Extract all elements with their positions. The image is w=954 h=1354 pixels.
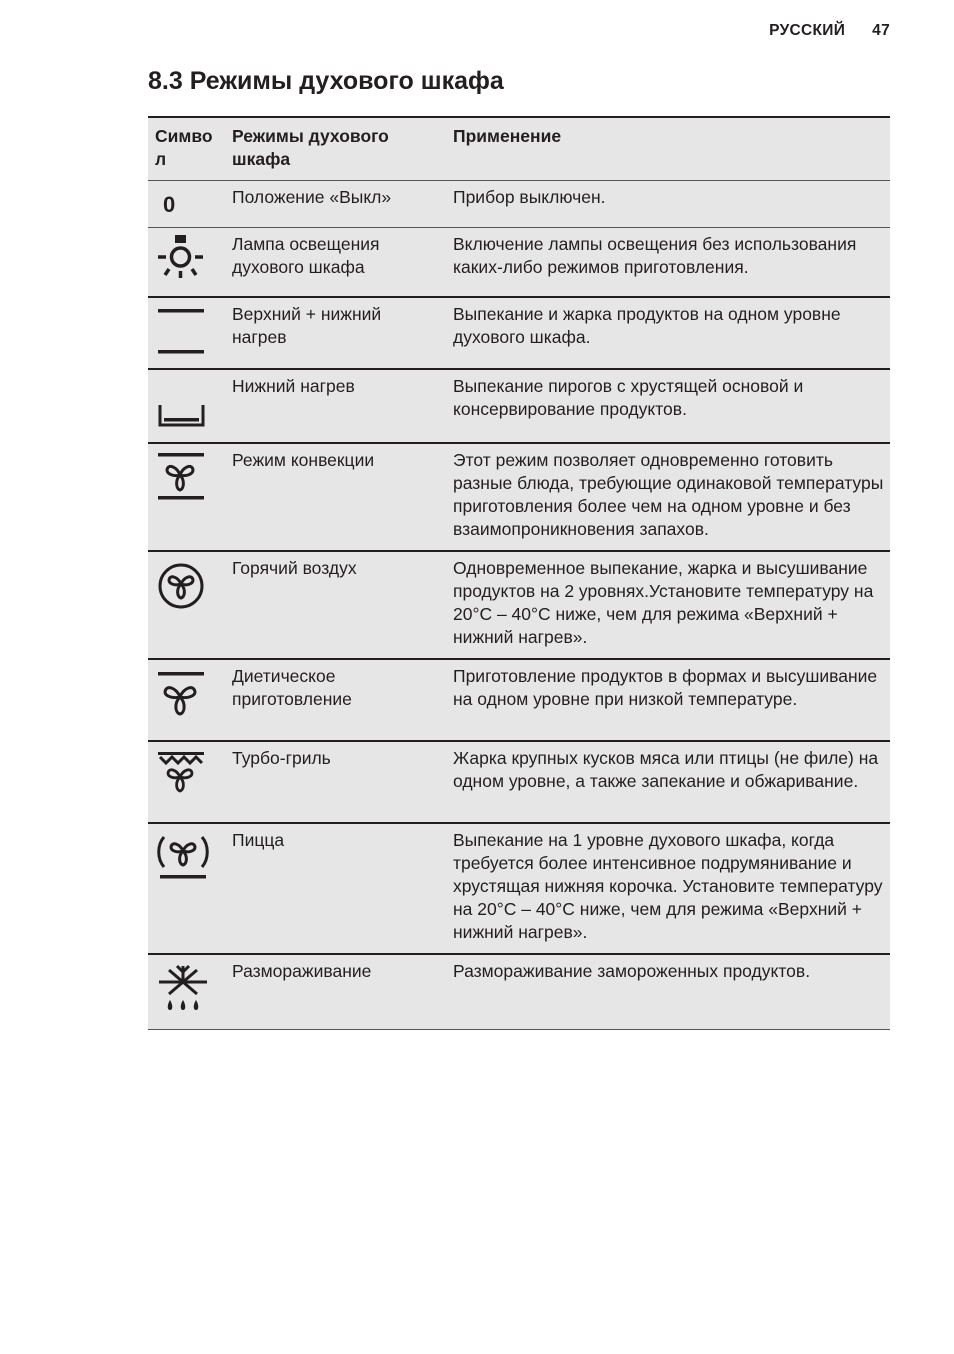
top-bottom-heat-icon <box>155 303 207 359</box>
table-header-row <box>148 117 890 181</box>
mode-application: Приготовление продуктов в формах и высушивание на одном уровне при низкой температуре. <box>453 665 878 709</box>
mode-application: Выпекание и жарка продуктов на одном уровне духового шкафа. <box>453 303 841 347</box>
mode-application: Выпекание пирогов с хрустящей основой и консервирование продуктов. <box>453 375 804 419</box>
table-row <box>148 297 890 369</box>
table-row <box>148 228 890 297</box>
table-row <box>148 659 890 741</box>
mode-application: Одновременное выпекание, жарка и высушивание продуктов на 2 уровнях.Установите температуру на 20°C – 40°C ниже, чем для режима «Верхний + нижний нагрев». <box>453 557 874 647</box>
mode-name: Положение «Выкл» <box>232 187 392 207</box>
defrost-icon <box>155 960 211 1020</box>
symbol-cell <box>148 443 225 551</box>
hot-air-icon <box>155 557 207 617</box>
mode-name: Лампа освещения духового шкафа <box>232 234 380 277</box>
zero-off-icon: 0 <box>163 192 176 217</box>
table-row <box>148 741 890 823</box>
symbol-cell <box>148 823 225 954</box>
column-header-mode: Режимы духового шкафа <box>232 126 389 169</box>
table-row <box>148 443 890 551</box>
mode-name: Пицца <box>232 829 285 850</box>
column-header-symbol: Симво л <box>155 126 213 169</box>
symbol-cell <box>148 551 225 659</box>
page-number: 47 <box>872 22 890 39</box>
table-row <box>148 369 890 443</box>
oven-modes-table <box>148 116 890 1030</box>
table-row <box>148 954 890 1030</box>
mode-name: Диетическое приготовление <box>232 665 352 709</box>
pizza-icon <box>155 829 211 885</box>
symbol-cell <box>148 954 225 1030</box>
language-label: РУССКИЙ <box>769 22 846 39</box>
symbol-cell <box>148 659 225 741</box>
table-row <box>148 551 890 659</box>
column-header-application: Применение <box>453 126 562 146</box>
section-title: 8.3 Режимы духового шкафа <box>148 67 504 95</box>
mode-application: Прибор выключен. <box>453 187 606 207</box>
mode-name: Турбо-гриль <box>232 747 331 768</box>
bottom-heat-icon <box>155 375 207 433</box>
diet-cooking-icon <box>155 665 207 723</box>
symbol-cell <box>148 297 225 369</box>
symbol-cell <box>148 741 225 823</box>
symbol-cell <box>148 228 225 297</box>
mode-name: Размораживание <box>232 960 372 981</box>
lamp-icon <box>155 233 207 285</box>
mode-name: Верхний + нижний нагрев <box>232 303 382 347</box>
symbol-cell <box>148 369 225 443</box>
mode-name: Нижний нагрев <box>232 375 355 396</box>
table-row <box>148 181 890 228</box>
mode-application: Размораживание замороженных продуктов. <box>453 960 811 981</box>
symbol-cell <box>148 181 225 228</box>
mode-application: Жарка крупных кусков мяса или птицы (не филе) на одном уровне, а также запекание и обжаривание. <box>453 747 879 791</box>
mode-name: Горячий воздух <box>232 557 357 578</box>
convection-icon <box>155 449 207 505</box>
turbo-grill-icon <box>155 747 207 799</box>
mode-application: Выпекание на 1 уровне духового шкафа, когда требуется более интенсивное подрумянивание и хрустящая нижняя корочка. Установите температуру на 20°C – 40°C ниже, чем для режима «Верхний + нижний нагрев». <box>453 829 883 942</box>
mode-application: Этот режим позволяет одновременно готовить разные блюда, требующие одинаковой температуры приготовления более чем на одном уровне и без взаимопроникновения запахов. <box>453 449 884 539</box>
table-row <box>148 823 890 954</box>
mode-application: Включение лампы освещения без использования каких-либо режимов приготовления. <box>453 234 857 277</box>
page-header <box>769 22 890 40</box>
mode-name: Режим конвекции <box>232 449 375 470</box>
